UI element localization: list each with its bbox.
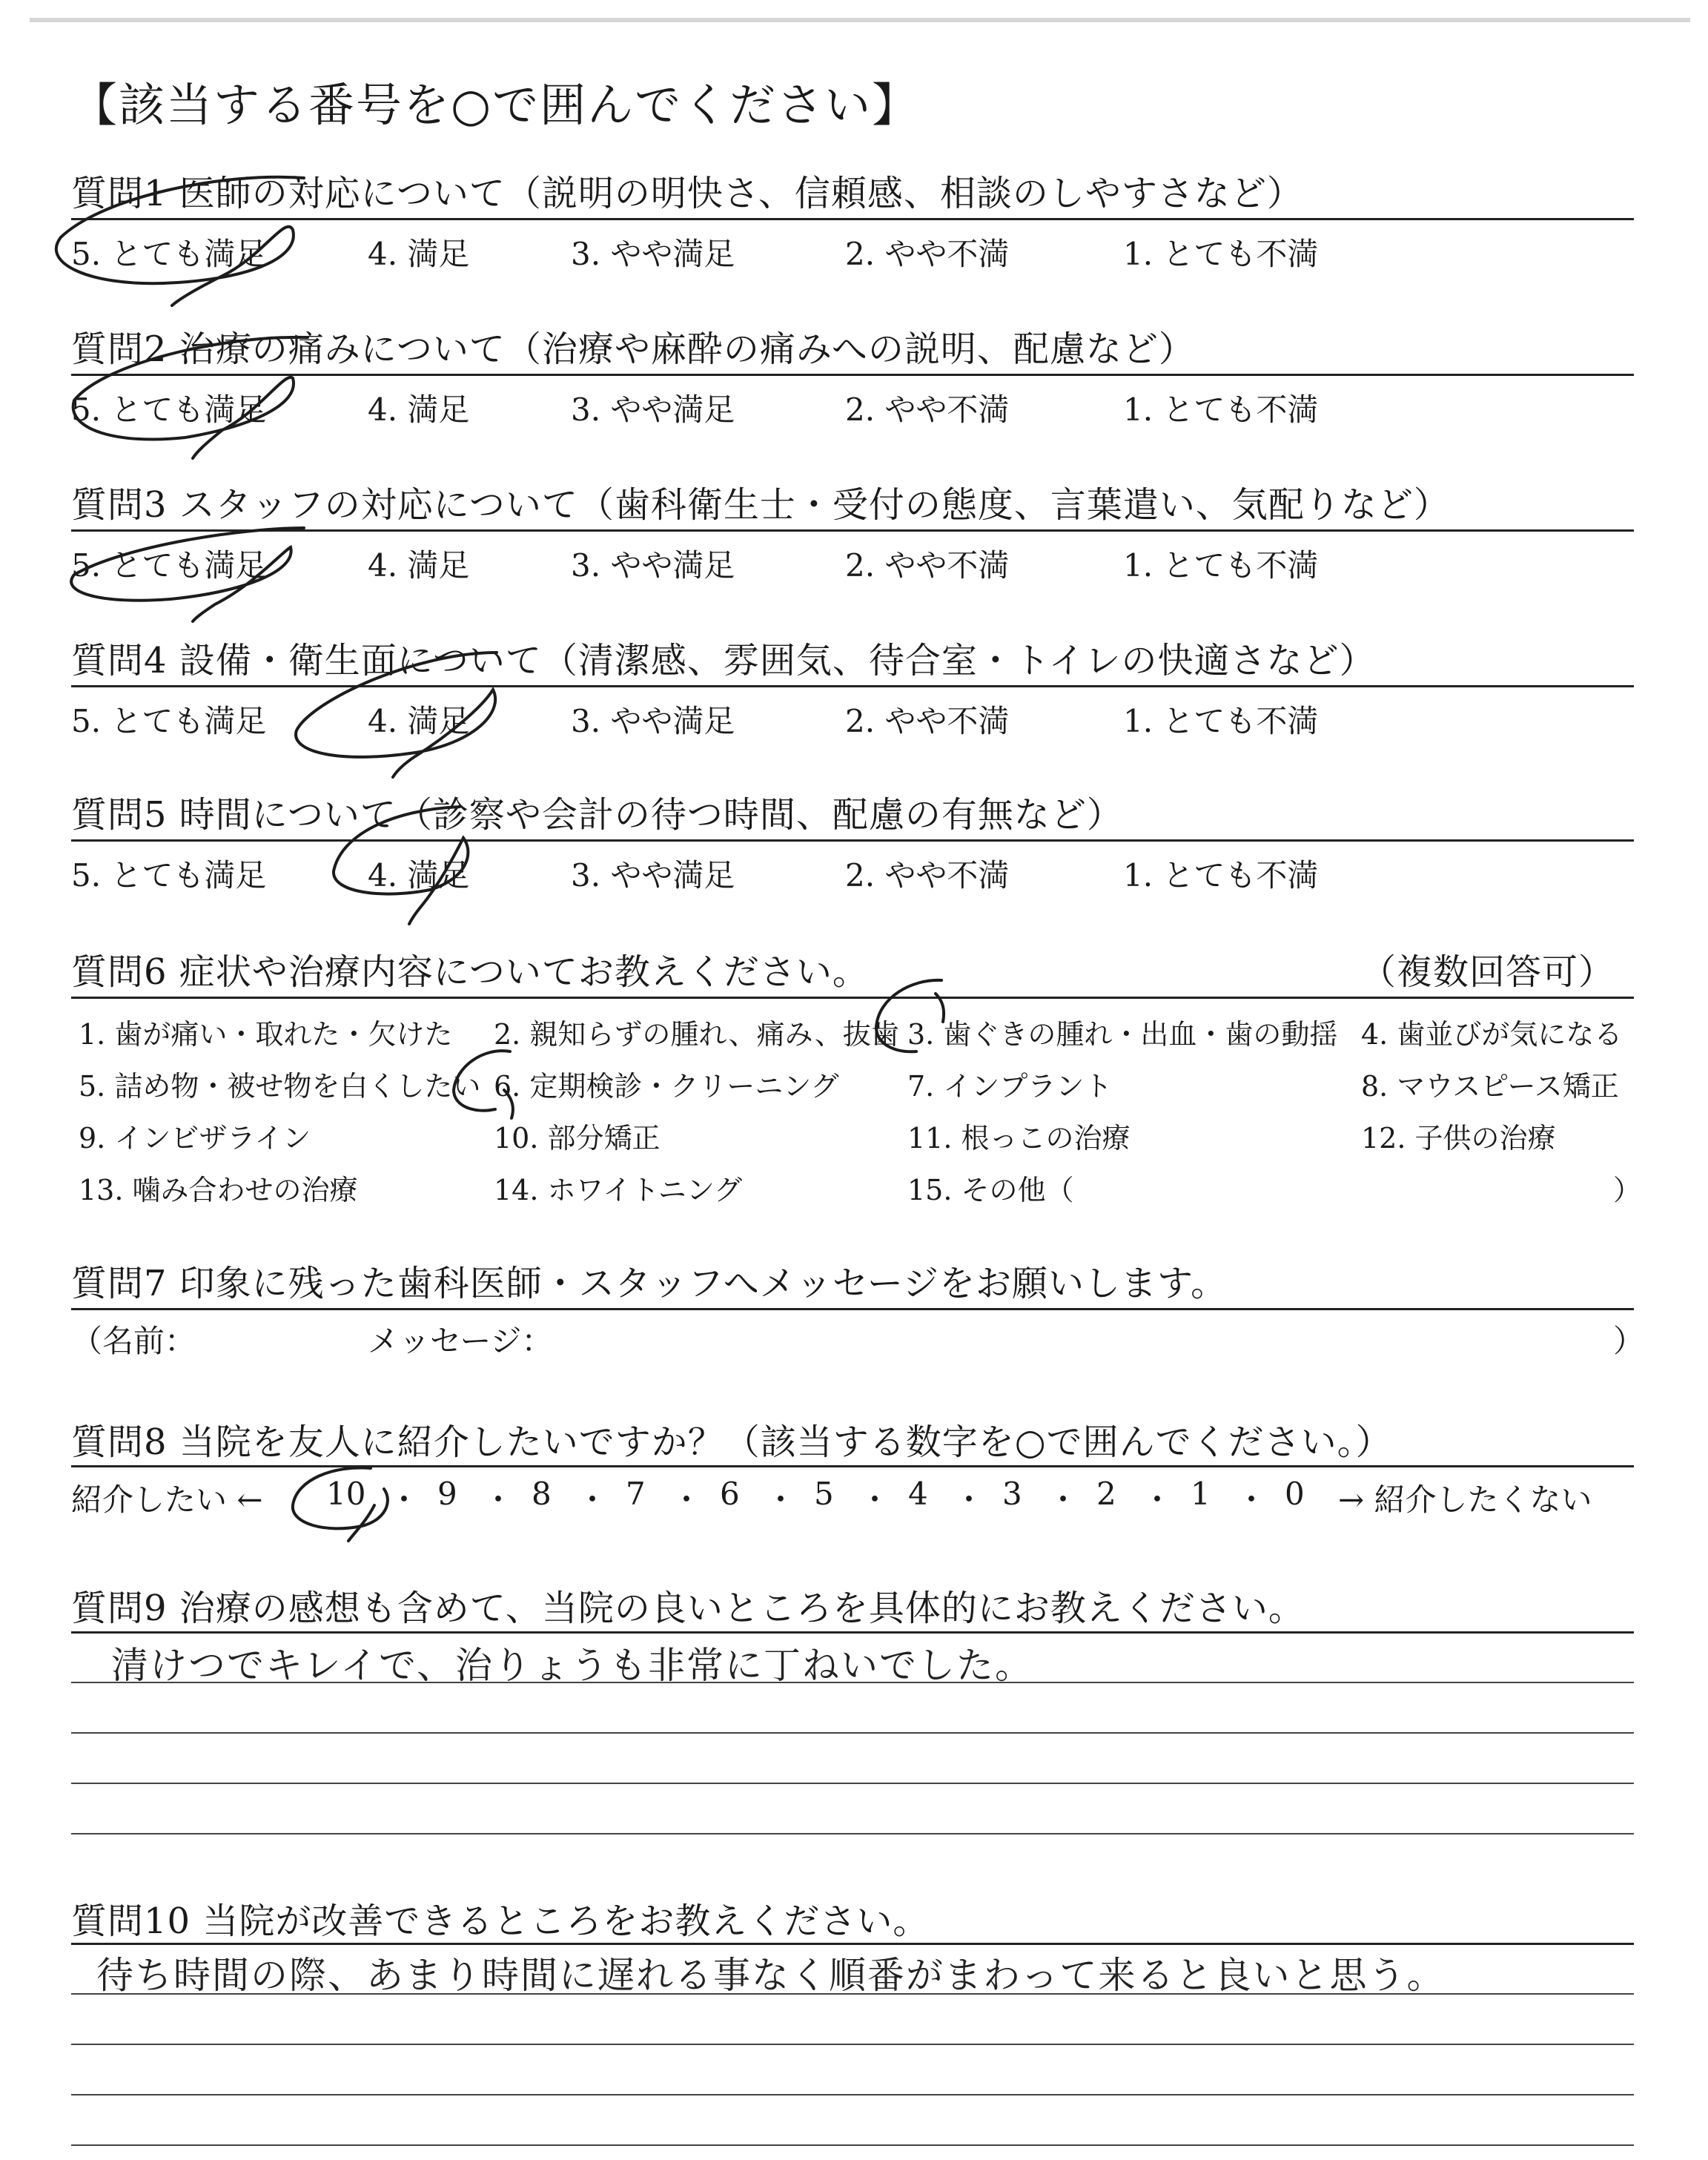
- q2-option-1[interactable]: 1. とても不満: [1123, 392, 1319, 428]
- question-3: 質問3 スタッフの対応について（歯科衛生士・受付の態度、言葉遣い、気配りなど）: [71, 484, 1450, 526]
- q5-answer-circle: [334, 807, 468, 924]
- q6-option-3-circle: [876, 980, 944, 1051]
- q1-option-1[interactable]: 1. とても不満: [1123, 236, 1319, 272]
- q6-option-9[interactable]: 9. インビザライン: [79, 1122, 311, 1155]
- q8-number-4[interactable]: 4: [908, 1476, 928, 1512]
- q8-number-10[interactable]: 10: [326, 1476, 366, 1512]
- question-2: 質問2 治療の痛みについて（治療や麻酔の痛みへの説明、配慮など）: [71, 328, 1195, 370]
- q5-option-2[interactable]: 2. やや不満: [845, 857, 1010, 894]
- question-4: 質問4 設備・衛生面について（清潔感、雰囲気、待合室・トイレの快適さなど）: [71, 640, 1376, 681]
- q4-option-2[interactable]: 2. やや不満: [845, 703, 1010, 739]
- q8-separator: ・: [671, 1482, 703, 1518]
- q8-answer-circle: [293, 1467, 388, 1541]
- q8-number-3[interactable]: 3: [1002, 1476, 1022, 1512]
- q4-option-5[interactable]: 5. とても満足: [71, 703, 267, 739]
- q5-option-5[interactable]: 5. とても満足: [71, 857, 267, 894]
- q6-option-15[interactable]: 15. その他（: [907, 1174, 1074, 1206]
- q6-option-12[interactable]: 12. 子供の治療: [1361, 1122, 1556, 1155]
- q8-separator: ・: [388, 1482, 420, 1518]
- question-10: 質問10 当院が改善できるところをお教えください。: [71, 1900, 930, 1942]
- q3-option-4[interactable]: 4. 満足: [368, 547, 470, 584]
- q6-option-1[interactable]: 1. 歯が痛い・取れた・欠けた: [79, 1018, 453, 1051]
- q8-number-1[interactable]: 1: [1191, 1476, 1211, 1512]
- q4-option-3[interactable]: 3. やや満足: [571, 703, 735, 739]
- q1-option-5[interactable]: 5. とても満足: [71, 236, 267, 272]
- q8-separator: ・: [1047, 1482, 1079, 1518]
- q6-option-6[interactable]: 6. 定期検診・クリーニング: [494, 1070, 839, 1103]
- question-1: 質問1 医師の対応について（説明の明快さ、信頼感、相談のしやすさなど）: [71, 173, 1303, 214]
- q6-option-7[interactable]: 7. インプラント: [907, 1070, 1113, 1103]
- q5-option-3[interactable]: 3. やや満足: [571, 857, 735, 894]
- q8-number-7[interactable]: 7: [626, 1476, 646, 1512]
- q6-option-14[interactable]: 14. ホワイトニング: [494, 1174, 743, 1206]
- q6-option-8[interactable]: 8. マウスピース矯正: [1361, 1070, 1619, 1103]
- q2-option-5[interactable]: 5. とても満足: [71, 392, 267, 428]
- q8-number-5[interactable]: 5: [814, 1476, 834, 1512]
- q5-option-4[interactable]: 4. 満足: [368, 857, 470, 894]
- q3-option-1[interactable]: 1. とても不満: [1123, 547, 1319, 584]
- q4-option-1[interactable]: 1. とても不満: [1123, 703, 1319, 739]
- q7-name-label: （名前：: [71, 1323, 196, 1359]
- q8-separator: ・: [953, 1482, 985, 1518]
- q8-number-0[interactable]: 0: [1285, 1476, 1305, 1512]
- q8-number-8[interactable]: 8: [532, 1476, 552, 1512]
- q6-option-3[interactable]: 3. 歯ぐきの腫れ・出血・歯の動揺: [907, 1018, 1338, 1051]
- q8-separator: ・: [483, 1482, 514, 1518]
- q8-number-2[interactable]: 2: [1096, 1476, 1116, 1512]
- q2-option-4[interactable]: 4. 満足: [368, 392, 470, 428]
- page-title: 【該当する番号を○で囲んでください】: [71, 78, 920, 132]
- q1-option-4[interactable]: 4. 満足: [368, 236, 470, 272]
- q6-option-13[interactable]: 13. 噛み合わせの治療: [79, 1174, 358, 1206]
- q8-separator: ・: [1236, 1482, 1268, 1518]
- q10-handwritten-answer[interactable]: 待ち時間の際、あまり時間に遅れる事なく順番がまわって来ると良いと思う。: [96, 1954, 1446, 1997]
- q7-message-label: メッセージ：: [368, 1323, 553, 1359]
- q3-answer-circle: [71, 528, 304, 621]
- question-8: 質問8 当院を友人に紹介したいですか？（該当する数字を○で囲んでください。）: [71, 1421, 1392, 1463]
- q1-answer-circle: [56, 177, 304, 305]
- q4-answer-circle: [296, 653, 497, 777]
- q6-option-11[interactable]: 11. 根っこの治療: [907, 1122, 1131, 1155]
- q4-option-4[interactable]: 4. 満足: [368, 703, 470, 739]
- question-5: 質問5 時間について（診察や会計の待つ時間、配慮の有無など）: [71, 794, 1123, 836]
- q8-scale-left: 紹介したい ←: [71, 1482, 263, 1518]
- q2-answer-circle: [73, 337, 308, 458]
- q3-option-2[interactable]: 2. やや不満: [845, 547, 1010, 584]
- q1-option-2[interactable]: 2. やや不満: [845, 236, 1010, 272]
- q3-option-3[interactable]: 3. やや満足: [571, 547, 735, 584]
- q8-number-9[interactable]: 9: [437, 1476, 457, 1512]
- q8-separator: ・: [859, 1482, 891, 1518]
- q9-handwritten-answer[interactable]: 清けつでキレイで、治りょうも非常に丁ねいでした。: [111, 1644, 1033, 1687]
- q8-separator: ・: [1142, 1482, 1174, 1518]
- q8-separator: ・: [577, 1482, 609, 1518]
- q6-option-6-circle: [454, 1051, 513, 1118]
- q1-option-3[interactable]: 3. やや満足: [571, 236, 735, 272]
- q6-option-10[interactable]: 10. 部分矯正: [494, 1122, 661, 1155]
- question-6: 質問6 症状や治療内容についてお教えください。: [71, 951, 869, 993]
- q6-option-2[interactable]: 2. 親知らずの腫れ、痛み、抜歯: [494, 1018, 899, 1051]
- q2-option-3[interactable]: 3. やや満足: [571, 392, 735, 428]
- q6-option-4[interactable]: 4. 歯並びが気になる: [1361, 1018, 1623, 1051]
- question-6-note: （複数回答可）: [1360, 951, 1615, 993]
- q6-option-15-close: ）: [1613, 1174, 1642, 1206]
- q7-close: ）: [1613, 1323, 1645, 1359]
- q6-option-5[interactable]: 5. 詰め物・被せ物を白くしたい: [79, 1070, 481, 1103]
- q8-scale-right: → 紹介したくない: [1338, 1482, 1592, 1518]
- question-9: 質問9 治療の感想も含めて、当院の良いところを具体的にお教えください。: [71, 1588, 1305, 1629]
- q2-option-2[interactable]: 2. やや不満: [845, 392, 1010, 428]
- q5-option-1[interactable]: 1. とても不満: [1123, 857, 1319, 894]
- q8-number-6[interactable]: 6: [720, 1476, 740, 1512]
- question-7: 質問7 印象に残った歯科医師・スタッフへメッセージをお願いします。: [71, 1263, 1228, 1304]
- q8-separator: ・: [765, 1482, 797, 1518]
- q3-option-5[interactable]: 5. とても満足: [71, 547, 267, 584]
